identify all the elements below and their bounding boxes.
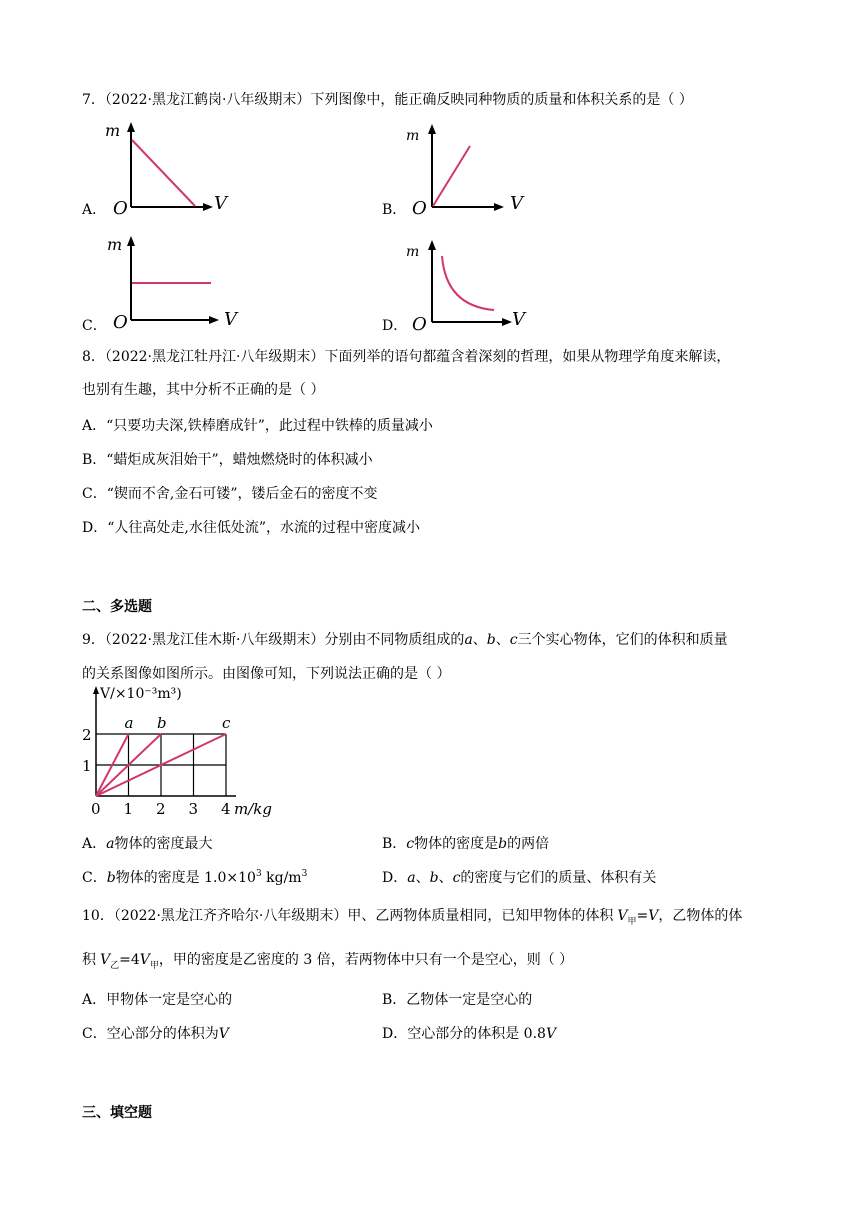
svg-text:m: m bbox=[406, 128, 420, 144]
y-axis-label: V/×10⁻³m³) bbox=[100, 686, 182, 702]
x-tick-label: 4 bbox=[221, 800, 231, 818]
m-label: m bbox=[105, 121, 121, 140]
q7-option-d-label: D． bbox=[382, 318, 408, 334]
q9-option-b: B．c物体的密度是b的两倍 bbox=[382, 836, 550, 852]
x-arrow bbox=[203, 203, 213, 211]
q7-a-v-label: V bbox=[214, 193, 227, 214]
q8-option-b: B．“蜡炬成灰泪始干”，蜡烛燃烧时的体积减小 bbox=[82, 452, 373, 468]
q10-option-c: C．空心部分的体积为V bbox=[82, 1026, 229, 1042]
q10-stem-line1: 10．（2022·黑龙江齐齐哈尔·八年级期末）甲、乙两物体质量相同，已知甲物体的体积 $V_甲=V$，乙物体的体 bbox=[82, 908, 743, 927]
y-axis-arrow bbox=[93, 686, 99, 694]
q9-stem-line2: 的关系图像如图所示。由图像可知，下列说法正确的是（ ） bbox=[82, 666, 451, 682]
series-label-a: a bbox=[124, 714, 134, 732]
series-label-c: c bbox=[222, 714, 231, 732]
x-tick-label: 3 bbox=[188, 800, 199, 818]
svg-text:m: m bbox=[406, 244, 420, 260]
q8-option-d: D．“人往高处走,水往低处流”，水流的过程中密度减小 bbox=[82, 520, 420, 536]
q7-stem: 7．（2022·黑龙江鹤岗·八年级期末）下列图像中，能正确反映同种物质的质量和体积关系的是（ ） bbox=[82, 92, 693, 108]
svg-text:O: O bbox=[412, 198, 427, 219]
q7-option-a-label: A． bbox=[82, 202, 107, 218]
q10-stem-line2: 积 $V_乙=4V_甲$，甲的密度是乙密度的 3 倍，若两物体中只有一个是空心，则（ ） bbox=[82, 952, 574, 971]
y-tick-label: 1 bbox=[82, 757, 92, 775]
q7-b-v-label: V bbox=[510, 193, 523, 214]
q7-d-v-label: V bbox=[512, 309, 525, 330]
o-label: O bbox=[113, 198, 128, 219]
q7-option-b-label: B． bbox=[382, 202, 407, 218]
q10-option-b: B．乙物体一定是空心的 bbox=[382, 992, 533, 1008]
q9-stem-line1: 9．（2022·黑龙江佳木斯·八年级期末）分别由不同物质组成的a、b、c三个实心物体，它们的体积和质量 bbox=[82, 632, 728, 648]
y-tick-label: 2 bbox=[82, 726, 92, 744]
q10-option-a: A．甲物体一定是空心的 bbox=[82, 992, 233, 1008]
q9-option-a: A．a物体的密度最大 bbox=[82, 836, 213, 852]
y-arrow bbox=[127, 122, 135, 132]
q7-c-v-label: V bbox=[224, 309, 237, 330]
q8-stem-line1: 8．（2022·黑龙江牡丹江·八年级期末）下面列举的语句都蕴含着深刻的哲理，如果从物理学角度来解读， bbox=[82, 349, 731, 365]
x-tick-label: 1 bbox=[123, 800, 134, 818]
q8-option-c: C．“锲而不舍,金石可镂”，镂后金石的密度不变 bbox=[82, 486, 378, 502]
q8-stem-line2: 也别有生趣，其中分析不正确的是（ ） bbox=[82, 382, 325, 398]
q10-option-d: D．空心部分的体积是 0.8V bbox=[382, 1026, 557, 1042]
svg-text:O: O bbox=[412, 314, 427, 335]
q8-option-a: A．“只要功夫深,铁棒磨成针”，此过程中铁棒的质量减小 bbox=[82, 418, 433, 434]
q7-option-c-label: C． bbox=[82, 318, 107, 334]
curve-b bbox=[433, 146, 470, 206]
curve-d bbox=[442, 256, 494, 310]
svg-text:m: m bbox=[107, 235, 123, 254]
curve-a bbox=[132, 140, 195, 206]
x-tick-label: 0 bbox=[91, 800, 101, 818]
q9-option-d: D．a、b、c的密度与它们的质量、体积有关 bbox=[382, 870, 657, 886]
series-label-b: b bbox=[157, 714, 167, 732]
svg-text:O: O bbox=[113, 312, 128, 333]
q7-graph-c bbox=[105, 232, 235, 332]
x-axis-label: m/kg bbox=[234, 800, 272, 818]
x-tick-label: 2 bbox=[156, 800, 166, 818]
q9-option-c: C．b物体的密度是 $1.0\times 10^3$ $kg/m^3$ bbox=[82, 869, 308, 886]
section-fill-blank-heading: 三、填空题 bbox=[82, 1105, 152, 1121]
section-multi-choice-heading: 二、多选题 bbox=[82, 599, 152, 615]
q9-volume-mass-chart bbox=[78, 686, 278, 826]
